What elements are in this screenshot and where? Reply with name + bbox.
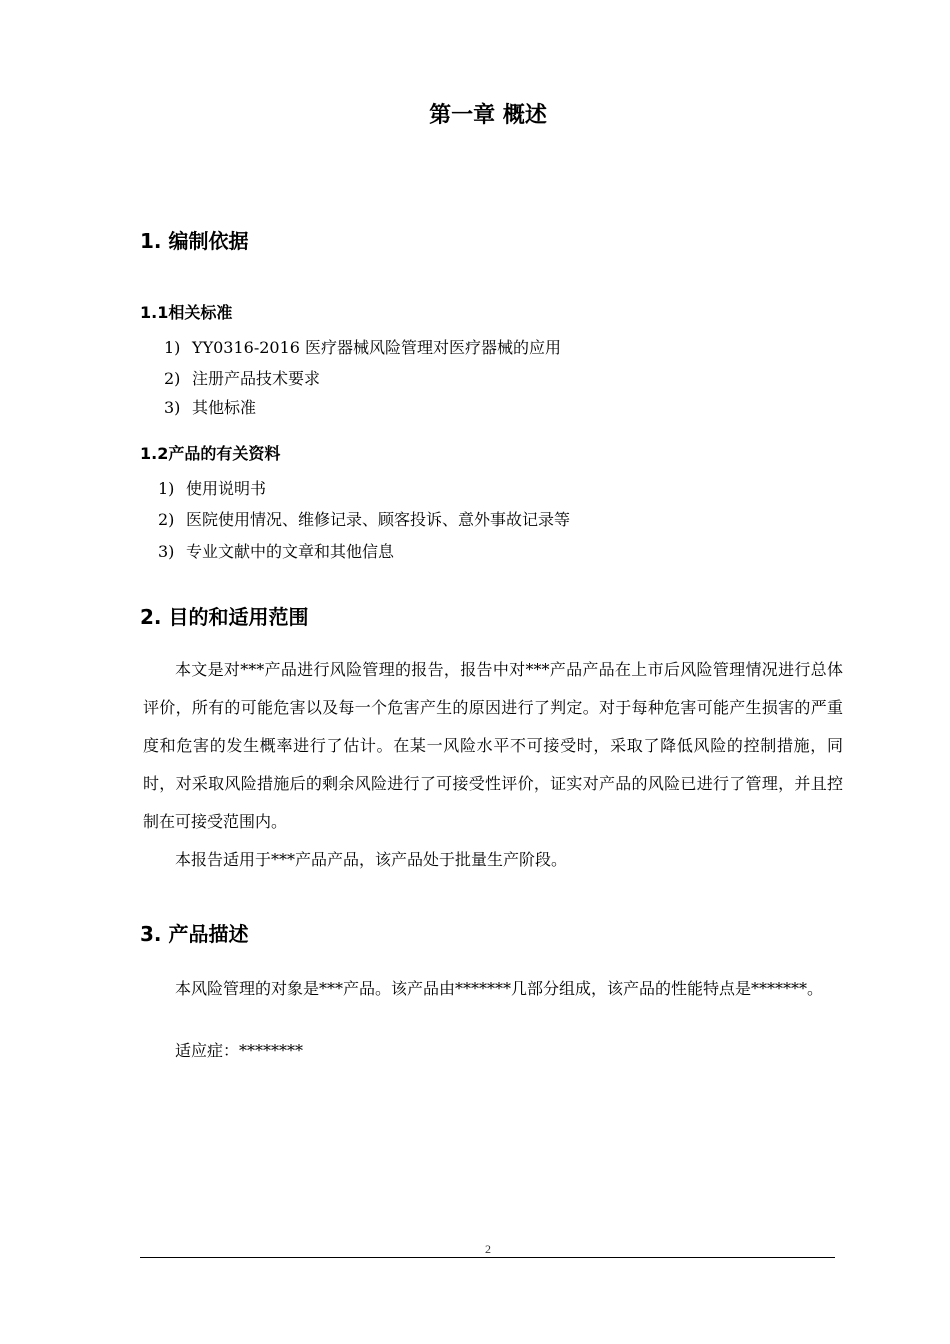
list-item-number: 1) <box>164 338 181 357</box>
list-item-text: 其他标准 <box>192 398 257 417</box>
list-item <box>158 539 394 562</box>
list-item <box>164 335 561 358</box>
chapter-title: 第一章 概述 <box>429 103 547 128</box>
list-item-number: 3) <box>164 398 181 417</box>
list-item-number: 3) <box>158 542 175 561</box>
page-number: 2 <box>485 1242 491 1256</box>
list-item-text: YY0316-2016 医疗器械风险管理对医疗器械的应用 <box>192 338 562 357</box>
section-heading-basis: 1. 编制依据 <box>140 229 249 253</box>
list-item-number: 2) <box>158 510 175 529</box>
list-item <box>158 476 266 499</box>
list-item-text: 专业文献中的文章和其他信息 <box>186 542 395 561</box>
section-heading-purpose: 2. 目的和适用范围 <box>140 605 309 629</box>
list-item-text: 医院使用情况、维修记录、顾客投诉、意外事故记录等 <box>186 510 571 529</box>
subsection-heading-materials: 1.2产品的有关资料 <box>140 444 281 463</box>
list-item <box>164 366 320 389</box>
body-paragraph: 本文是对***产品进行风险管理的报告，报告中对***产品产品在上市后风险管理情况进行总体评价，所有的可能危害以及每一个危害产生的原因进行了判定。对于每种危害可能产生损害的严重度和危害的发生概率进行了估计。在某一风险水平不可接受时，采取了降低风险的控制措施，同时，对采取风险措施后的剩余风险进行了可接受性评价，证实对产品的风险已进行了管理，并且控制在可接受范围内。 <box>143 660 843 831</box>
list-item-number: 1) <box>158 479 175 498</box>
footer-divider <box>140 1257 835 1258</box>
body-paragraph: 适应症：******** <box>175 1041 304 1060</box>
section-heading-product: 3. 产品描述 <box>140 922 249 946</box>
body-paragraph: 本风险管理的对象是***产品。该产品由*******几部分组成，该产品的性能特点是*******。 <box>175 979 824 998</box>
list-item-text: 使用说明书 <box>186 479 267 498</box>
list-item-text: 注册产品技术要求 <box>192 369 321 388</box>
list-item <box>164 395 256 418</box>
list-item <box>158 507 570 530</box>
subsection-heading-standards: 1.1相关标准 <box>140 303 233 322</box>
body-paragraph: 本报告适用于***产品产品，该产品处于批量生产阶段。 <box>175 850 568 869</box>
list-item-number: 2) <box>164 369 181 388</box>
